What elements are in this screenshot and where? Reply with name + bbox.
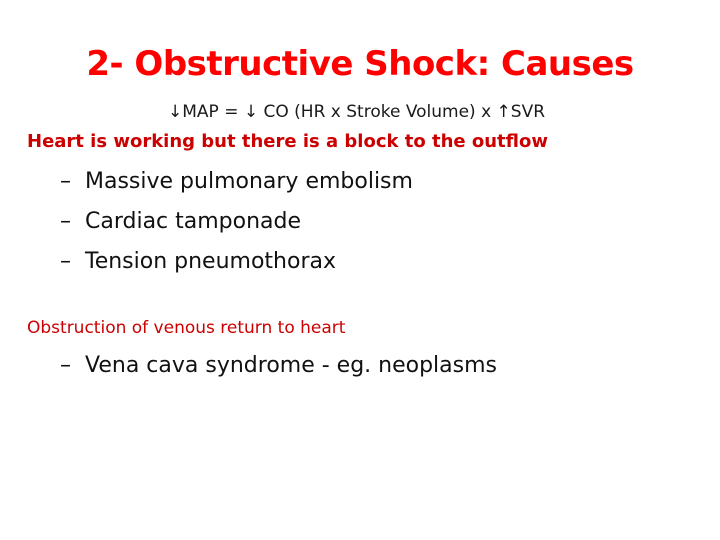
section-heading-venous-return: Obstruction of venous return to heart: [27, 318, 346, 338]
slide-title: 2- Obstructive Shock: Causes: [86, 44, 634, 84]
list-item: [60, 248, 413, 288]
venous-return-list: [60, 352, 497, 380]
list-item: [60, 168, 413, 208]
map-formula: ↓MAP = ↓ CO (HR x Stroke Volume) x ↑SVR: [168, 102, 546, 122]
list-item-text: Massive pulmonary embolism: [85, 169, 413, 194]
slide-subtitle: Heart is working but there is a block to the outflow: [27, 131, 548, 152]
list-item-text: Vena cava syndrome - eg. neoplasms: [85, 353, 498, 378]
list-item: [60, 208, 413, 248]
bullet-marker: –: [60, 209, 71, 234]
list-item-text: Tension pneumothorax: [85, 249, 337, 274]
list-item-text: Cardiac tamponade: [85, 209, 302, 234]
list-item: [60, 352, 497, 380]
bullet-marker: –: [60, 169, 71, 194]
causes-list: [60, 168, 413, 288]
bullet-marker: –: [60, 353, 71, 378]
bullet-marker: –: [60, 249, 71, 274]
